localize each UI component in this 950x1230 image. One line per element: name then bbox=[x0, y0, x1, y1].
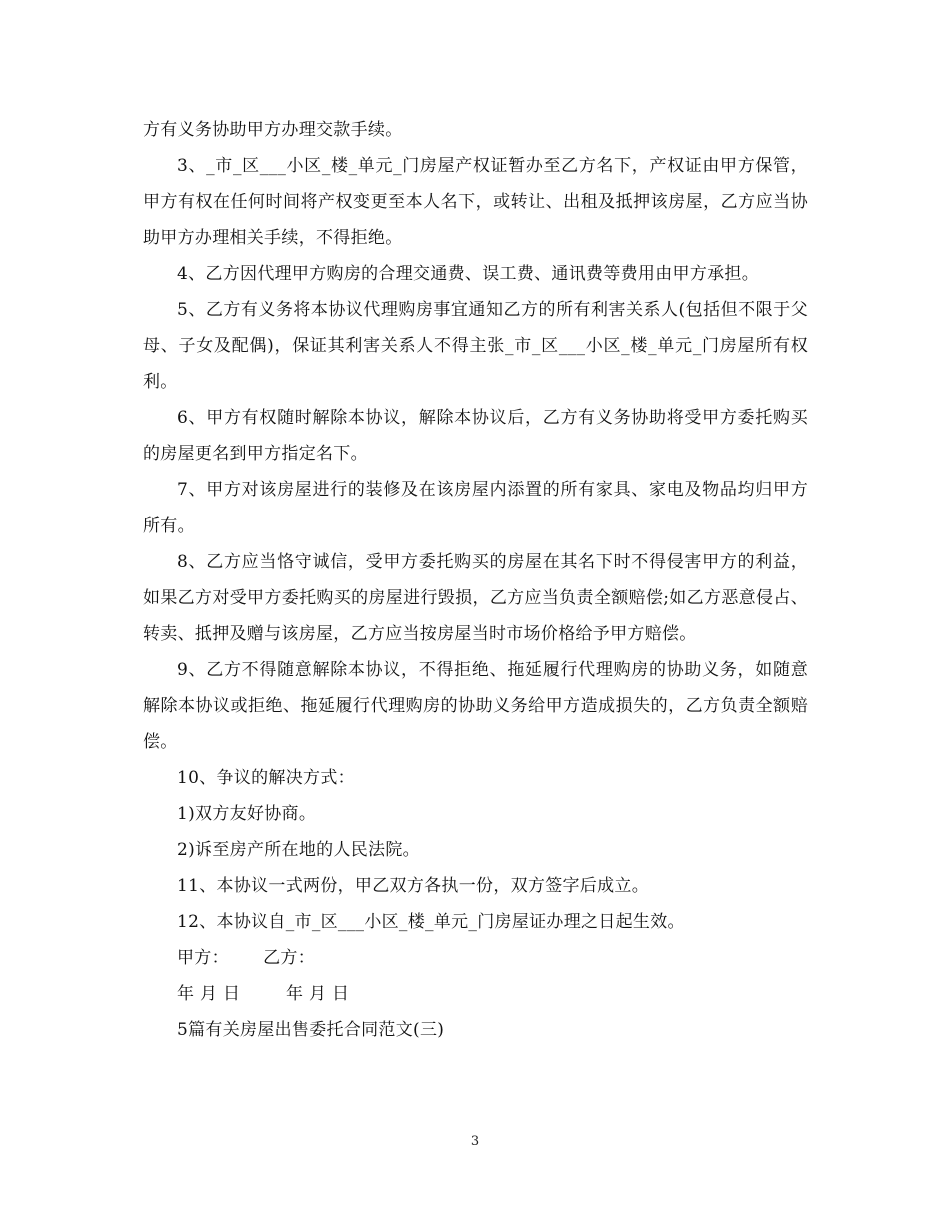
paragraph: 甲方： 乙方： bbox=[177, 948, 316, 968]
paragraph: 11、本协议一式两份，甲乙双方各执一份，双方签字后成立。 bbox=[177, 876, 650, 896]
document-body bbox=[143, 112, 808, 1048]
page-number: 3 bbox=[470, 1134, 480, 1149]
paragraph: 4、乙方因代理甲方购房的合理交通费、误工费、通讯费等费用由甲方承担。 bbox=[177, 264, 760, 284]
paragraph: 10、争议的解决方式： bbox=[177, 768, 355, 788]
paragraph: 7、甲方对该房屋进行的装修及在该房屋内添置的所有家具、家电及物品均归甲方所有。 bbox=[143, 480, 808, 536]
paragraph: 2)诉至房产所在地的人民法院。 bbox=[177, 840, 420, 860]
paragraph: 年 月 日 年 月 日 bbox=[177, 984, 350, 1004]
paragraph: 5篇有关房屋出售委托合同范文(三) bbox=[177, 1020, 445, 1040]
paragraph: 6、甲方有权随时解除本协议，解除本协议后，乙方有义务协助将受甲方委托购买的房屋更名到甲方指定名下。 bbox=[143, 408, 808, 464]
paragraph: 方有义务协助甲方办理交款手续。 bbox=[143, 120, 403, 140]
paragraph: 9、乙方不得随意解除本协议，不得拒绝、拖延履行代理购房的协助义务，如随意解除本协议或拒绝、拖延履行代理购房的协助义务给甲方造成损失的，乙方负责全额赔偿。 bbox=[143, 660, 808, 752]
paragraph: 3、_市_区___小区_楼_单元_门房屋产权证暂办至乙方名下，产权证由甲方保管，甲方有权在任何时间将产权变更至本人名下，或转让、出租及抵押该房屋，乙方应当协助甲方办理相关手续，不得拒绝。 bbox=[143, 156, 808, 248]
paragraph: 12、本协议自_市_区___小区_楼_单元_门房屋证办理之日起生效。 bbox=[177, 912, 685, 932]
paragraph: 5、乙方有义务将本协议代理购房事宜通知乙方的所有利害关系人(包括但不限于父母、子女及配偶)，保证其利害关系人不得主张_市_区___小区_楼_单元_门房屋所有权利。 bbox=[143, 300, 808, 392]
paragraph: 1)双方友好协商。 bbox=[177, 804, 317, 824]
paragraph: 8、乙方应当恪守诚信，受甲方委托购买的房屋在其名下时不得侵害甲方的利益，如果乙方对受甲方委托购买的房屋进行毁损，乙方应当负责全额赔偿;如乙方恶意侵占、转卖、抵押及赠与该房屋，乙方应当按房屋当时市场价格给予甲方赔偿。 bbox=[143, 552, 808, 644]
